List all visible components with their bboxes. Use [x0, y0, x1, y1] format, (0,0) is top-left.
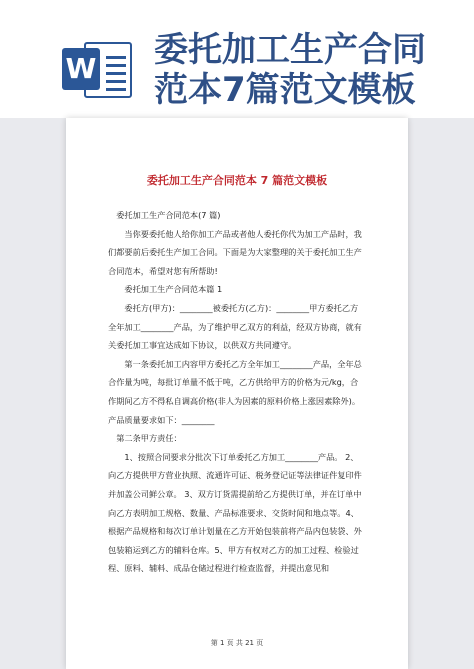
banner-title: 委托加工生产合同范本7篇范文模板	[154, 30, 426, 110]
doc-paragraph: 1、按照合同要求分批次下订单委托乙方加工________产品。 2、向乙方提供甲方营业执照、流通许可证、税务登记证等法律证件复印件并加盖公司鲜公章。 3、双方订货需提前给乙方提供订单，并在订单中向乙方表明加工规格、数量、产品标准要求、交货时间和地点等。4、根据产品规格和每次订单计划量在乙方开始包装前将产品内包装袋、外包装箱运到乙方的辅料仓库。5、甲方有权对乙方的加工过程、检验过程、原料、辅料、成品仓储过程进行检查监督，并提出意见和	[108, 451, 362, 574]
doc-paragraph: 第一条委托加工内容甲方委托乙方全年加工________产品，全年总合作量为吨，每批订单量不低于吨，乙方供给甲方的价格为元/kg，合作期间乙方不得私自调高价格(非人为因素的原料价格上涨因素除外)。产品质量要求如下：________	[108, 358, 362, 425]
page-footer: 第 1 页 共 21 页	[210, 639, 264, 647]
doc-subtitle: 委托加工生产合同范本(7 篇)	[116, 210, 221, 220]
banner	[0, 0, 474, 118]
document-body	[108, 206, 366, 578]
doc-paragraph: 当你要委托他人给你加工产品或者他人委托你代为加工产品时，我们都要前后委托生产加工合同。下面是为大家整理的关于委托加工生产合同范本，希望对您有所帮助!	[108, 228, 362, 276]
doc-section-heading: 第二条甲方责任：	[116, 433, 182, 444]
doc-section-heading: 委托加工生产合同范本篇 1	[124, 284, 223, 295]
word-document-icon	[62, 40, 134, 98]
document-title: 委托加工生产合同范本 7 篇范文模板	[146, 174, 328, 187]
word-icon-letter: W	[62, 48, 100, 90]
document-page	[66, 118, 408, 669]
doc-paragraph: 委托方(甲方)：________被委托方(乙方)：________甲方委托乙方全年加工________产品，为了维护甲乙双方的利益，经双方协商，就有关委托加工事宜达成如下协议，以供双方共同遵守。	[108, 302, 362, 351]
